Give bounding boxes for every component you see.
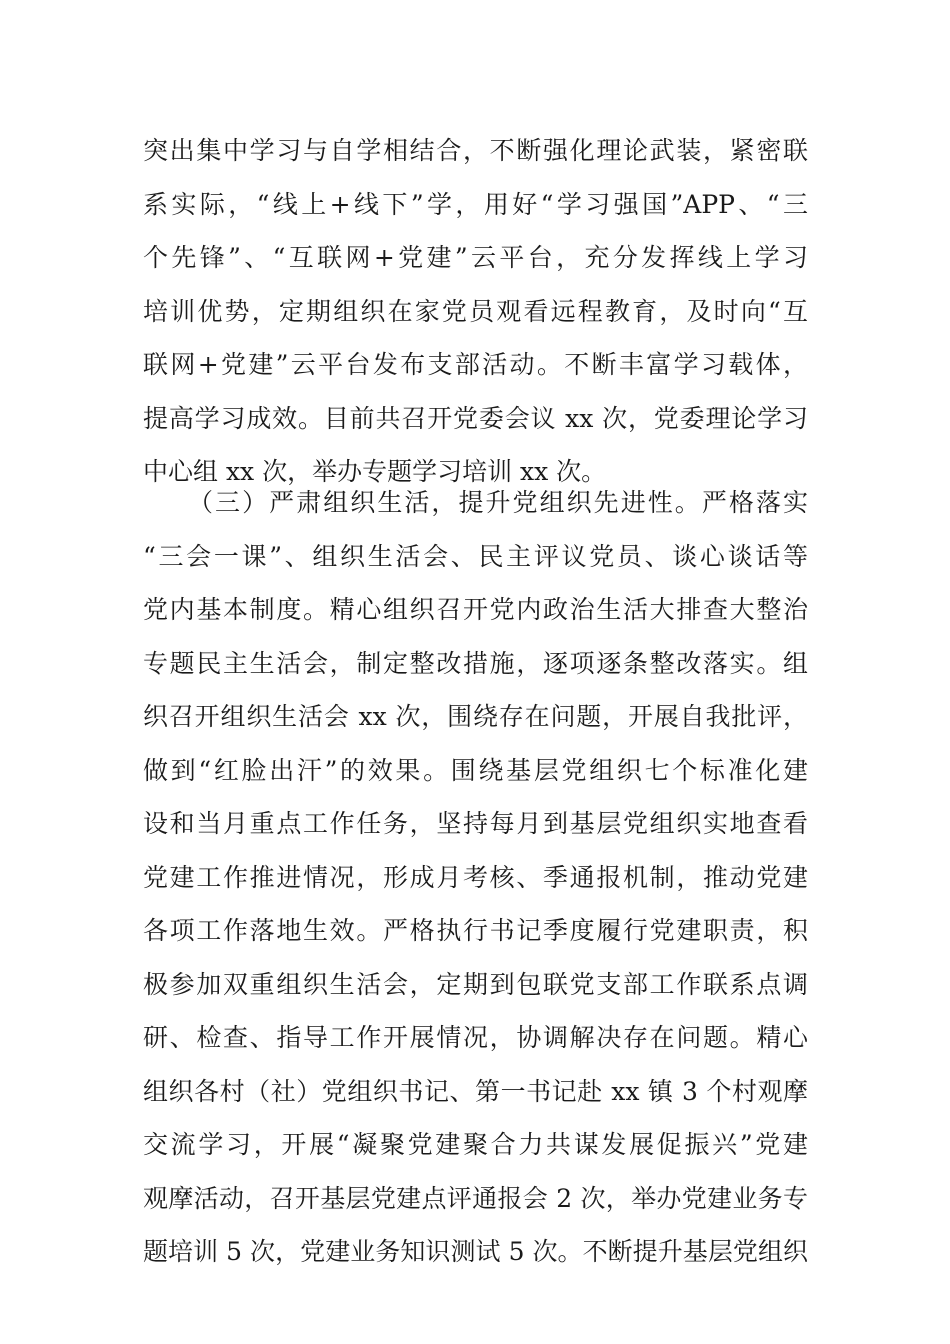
text-line: 极参加双重组织生活会，定期到包联党支部工作联系点调: [143, 969, 808, 999]
text-line: 做到“红脸出汗”的效果。围绕基层党组织七个标准化建: [143, 755, 808, 785]
text-line: 联网+党建”云平台发布支部活动。不断丰富学习载体，: [143, 350, 808, 379]
paragraph-1: [143, 124, 808, 499]
text-line: 观摩活动，召开基层党建点评通报会 2 次，举办党建业务专: [143, 1183, 808, 1213]
text-line: 培训优势，定期组织在家党员观看远程教育，及时向“互: [143, 296, 808, 326]
text-line: 交流学习，开展“凝聚党建聚合力共谋发展促振兴”党建: [143, 1130, 808, 1159]
text-line: 设和当月重点工作任务，坚持每月到基层党组织实地查看: [143, 809, 808, 838]
section-heading-line: （三）严肃组织生活，提升党组织先进性。严格落实: [188, 488, 808, 517]
text-line: “三会一课”、组织生活会、民主评议党员、谈心谈话等: [143, 541, 808, 571]
text-line: 组织各村（社）党组织书记、第一书记赴 xx 镇 3 个村观摩: [143, 1076, 808, 1106]
text-line: 专题民主生活会，制定整改措施，逐项逐条整改落实。组: [143, 648, 808, 678]
text-line: 中心组 xx 次，举办专题学习培训 xx 次。: [143, 457, 607, 486]
text-line: 突出集中学习与自学相结合，不断强化理论武装，紧密联: [143, 136, 808, 165]
text-line: 提高学习成效。目前共召开党委会议 xx 次，党委理论学习: [143, 403, 808, 433]
text-line: 个先锋”、“互联网+党建”云平台，充分发挥线上学习: [143, 243, 808, 272]
text-line: 党内基本制度。精心组织召开党内政治生活大排查大整治: [143, 595, 808, 624]
text-line: 系实际，“线上+线下”学，用好“学习强国”APP、“三: [143, 189, 808, 219]
paragraph-2: [143, 476, 808, 1279]
text-line: 党建工作推进情况，形成月考核、季通报机制，推动党建: [143, 862, 808, 892]
text-line: 题培训 5 次，党建业务知识测试 5 次。不断提升基层党组织: [143, 1237, 808, 1266]
text-line: 研、检查、指导工作开展情况，协调解决存在问题。精心: [143, 1023, 808, 1052]
text-line: 织召开组织生活会 xx 次，围绕存在问题，开展自我批评，: [143, 702, 808, 731]
text-line: 各项工作落地生效。严格执行书记季度履行党建职责，积: [143, 916, 808, 945]
